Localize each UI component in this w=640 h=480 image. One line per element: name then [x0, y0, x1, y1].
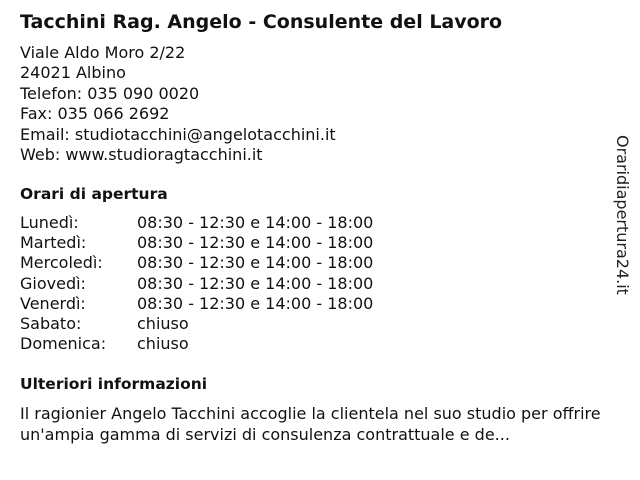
hours-day: Giovedì:	[20, 273, 86, 293]
phone-line: Telefon: 035 090 0020	[20, 83, 200, 103]
hours-row	[20, 274, 373, 294]
hours-day: Mercoledì:	[20, 253, 103, 273]
city-line: 24021 Albino	[20, 63, 126, 83]
email-line: Email: studiotacchini@angelotacchini.it	[20, 124, 336, 144]
hours-time: chiuso	[137, 334, 189, 354]
contact-block	[20, 43, 336, 165]
more-info-heading: Ulteriori informazioni	[20, 375, 208, 393]
more-info-text: Il ragionier Angelo Tacchini accoglie la clientela nel suo studio per offrire un'ampia gamma di servizi di consulenza contrattuale e de...	[20, 404, 601, 444]
web-line: Web: www.studioragtacchini.it	[20, 145, 263, 165]
hours-time: 08:30 - 12:30 e 14:00 - 18:00	[137, 233, 374, 253]
hours-day: Martedì:	[20, 233, 87, 253]
hours-time: 08:30 - 12:30 e 14:00 - 18:00	[137, 273, 374, 293]
hours-row	[20, 233, 373, 253]
hours-day: Lunedì:	[20, 213, 79, 232]
hours-row	[20, 334, 373, 354]
hours-row	[20, 253, 373, 273]
address-line: Viale Aldo Moro 2/22	[20, 43, 186, 62]
hours-day: Sabato:	[20, 314, 82, 334]
hours-day: Venerdì:	[20, 293, 86, 313]
hours-time: chiuso	[137, 314, 189, 334]
business-title: Tacchini Rag. Angelo - Consulente del Lavoro	[20, 11, 503, 33]
site-watermark: Oraridiapertura24.it	[613, 135, 632, 295]
hours-row	[20, 294, 373, 314]
opening-hours-heading: Orari di apertura	[20, 185, 168, 203]
hours-day: Domenica:	[20, 334, 107, 354]
hours-row	[20, 213, 373, 233]
hours-time: 08:30 - 12:30 e 14:00 - 18:00	[137, 293, 374, 313]
opening-hours-table	[20, 213, 373, 354]
hours-time: 08:30 - 12:30 e 14:00 - 18:00	[137, 213, 374, 232]
hours-row	[20, 314, 373, 334]
fax-line: Fax: 035 066 2692	[20, 104, 170, 124]
hours-time: 08:30 - 12:30 e 14:00 - 18:00	[137, 253, 374, 273]
